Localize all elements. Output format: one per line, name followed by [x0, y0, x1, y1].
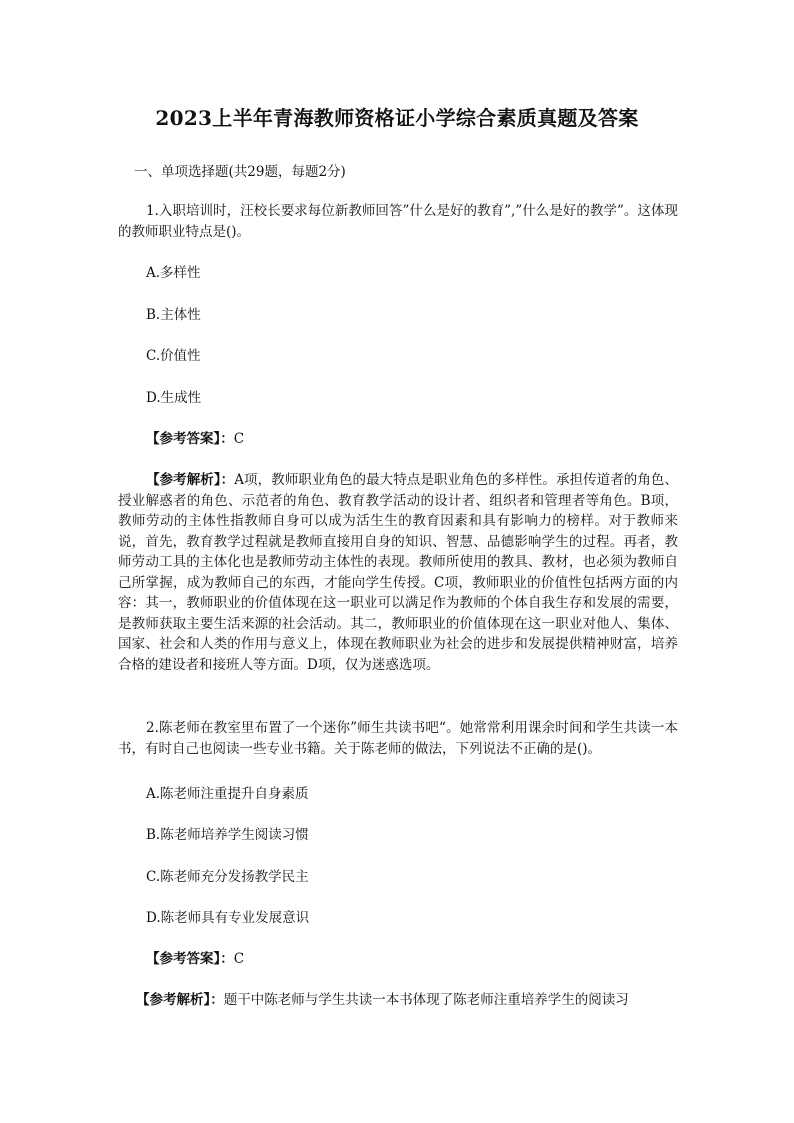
answer-value: C [233, 431, 245, 447]
question-1-analysis [118, 470, 678, 675]
question-1-option-c: C.价值性 [146, 348, 201, 364]
question-1-stem [118, 201, 678, 242]
question-2-answer [146, 949, 244, 969]
question-1-option-b: B.主体性 [146, 307, 201, 323]
question-2-option-d: D.陈老师具有专业发展意识 [146, 910, 310, 926]
question-1-option-d: D.生成性 [146, 390, 202, 406]
question-1-answer [146, 429, 244, 449]
document-title: 2023上半年青海教师资格证小学综合素质真题及答案 [155, 106, 639, 130]
analysis-text: A项，教师职业角色的最大特点是职业角色的多样性。承担传道者的角色、授业解惑者的角色、示范者的角色、教育教学活动的设计者、组织者和管理者等角色。B项，教师劳动的主体性指教师自身可以成为活生生的教育因素和具有影响力的榜样。对于教师来说，首先，教育教学过程就是教师直接用自身的知识、智慧、品德影响学生的过程。再者，教师劳动工具的主体化也是教师劳动主体性的表现。教师所使用的教具、教材，也必须为教师自己所掌握，成为教师自己的东西，才能向学生传授。C项，教师职业的价值性包括两方面的内容：其一，教师职业的价值体现在这一职业可以满足作为教师的个体自我生存和发展的需要，是教师获取主要生活来源的社会活动。其二，教师职业的价值体现在这一职业对他人、集体、国家、社会和人类的作用与意义上，体现在教师职业为社会的进步和发展提供精神财富，培养合格的建设者和接班人等方面。D项，仅为迷惑选项。 [118, 472, 678, 673]
section-heading: 一、单项选择题(共29题，每题2分) [134, 164, 346, 180]
analysis-label: 【参考解析】： [146, 472, 235, 488]
question-1-stem-text: 1.入职培训时，汪校长要求每位新教师回答”什么是好的教育”,”什么是好的教学”。这体现的教师职业特点是()。 [118, 203, 678, 240]
answer-label: 【参考答案】： [146, 431, 234, 447]
question-2-analysis [118, 990, 678, 1011]
question-1-option-a: A.多样性 [146, 265, 201, 281]
answer-label: 【参考答案】： [146, 951, 234, 967]
analysis-text: 题干中陈老师与学生共读一本书体现了陈老师注重培养学生的阅读习 [223, 992, 629, 1008]
question-2-option-c: C.陈老师充分发扬教学民主 [146, 869, 309, 885]
question-2-stem [118, 718, 678, 759]
answer-value: C [233, 951, 245, 967]
question-2-option-a: A.陈老师注重提升自身素质 [146, 786, 309, 802]
question-2-option-b: B.陈老师培养学生阅读习惯 [146, 827, 309, 843]
analysis-label: 【参考解析】： [136, 992, 224, 1008]
question-2-stem-text: 2.陈老师在教室里布置了一个迷你”师生共读书吧“。她常常利用课余时间和学生共读一本书，有时自己也阅读一些专业书籍。关于陈老师的做法，下列说法不正确的是()。 [118, 720, 678, 757]
